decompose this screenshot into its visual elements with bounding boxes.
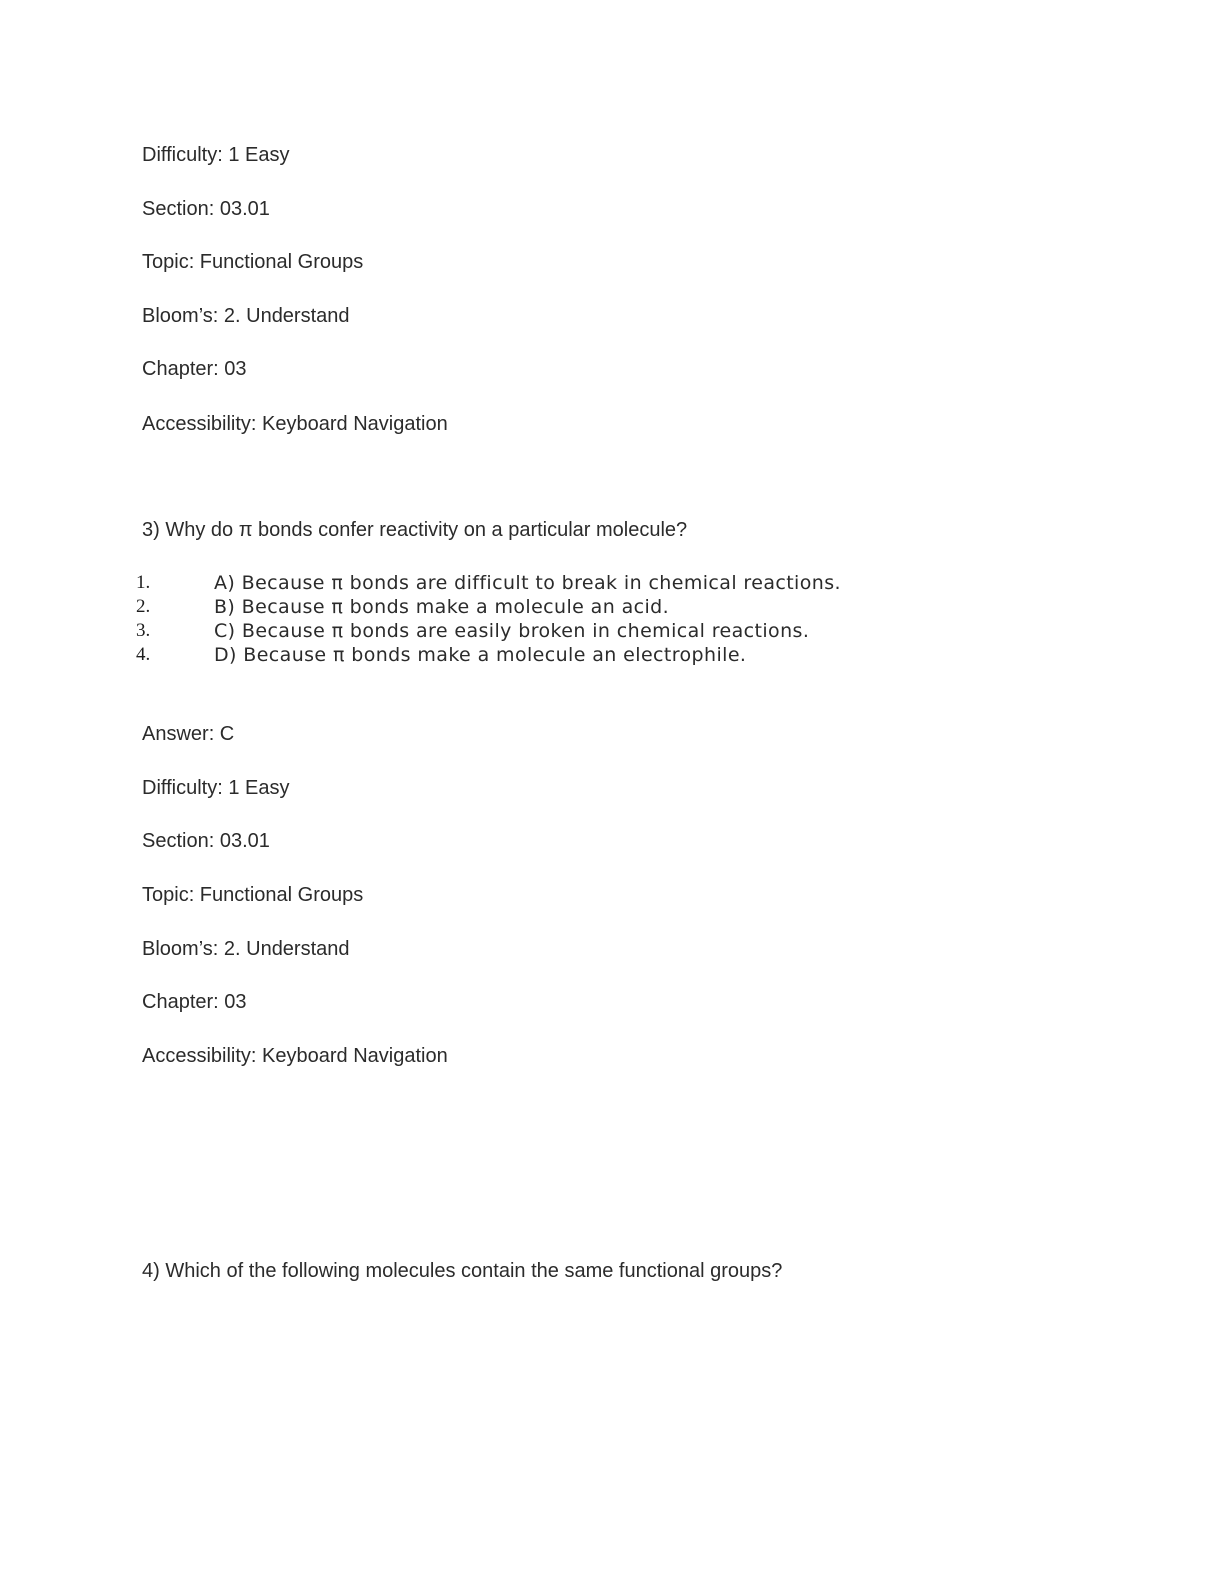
accessibility-label: Accessibility: Keyboard Navigation (142, 1045, 448, 1067)
question-3-text: 3) Why do π bonds confer reactivity on a particular molecule? (142, 519, 688, 541)
question-4-text: 4) Which of the following molecules contain the same functional groups? (142, 1260, 783, 1282)
difficulty-label: Difficulty: 1 Easy (142, 144, 290, 166)
chapter-label: Chapter: 03 (142, 358, 247, 380)
option-number: 2. (136, 596, 151, 617)
section-label: Section: 03.01 (142, 830, 270, 852)
answer-label: Answer: C (142, 723, 235, 745)
option-number: 4. (136, 644, 151, 665)
chapter-label: Chapter: 03 (142, 991, 247, 1013)
difficulty-label: Difficulty: 1 Easy (142, 777, 290, 799)
option-text: D) Because π bonds make a molecule an electrophile. (214, 644, 747, 666)
accessibility-label: Accessibility: Keyboard Navigation (142, 413, 448, 435)
section-label: Section: 03.01 (142, 198, 270, 220)
blooms-label: Bloom’s: 2. Understand (142, 938, 350, 960)
topic-label: Topic: Functional Groups (142, 884, 364, 906)
option-text: A) Because π bonds are difficult to break in chemical reactions. (214, 572, 841, 594)
option-text: C) Because π bonds are easily broken in chemical reactions. (214, 620, 810, 642)
option-number: 1. (136, 572, 151, 593)
option-number: 3. (136, 620, 151, 641)
topic-label: Topic: Functional Groups (142, 251, 364, 273)
blooms-label: Bloom’s: 2. Understand (142, 305, 350, 327)
option-text: B) Because π bonds make a molecule an acid. (214, 596, 670, 618)
